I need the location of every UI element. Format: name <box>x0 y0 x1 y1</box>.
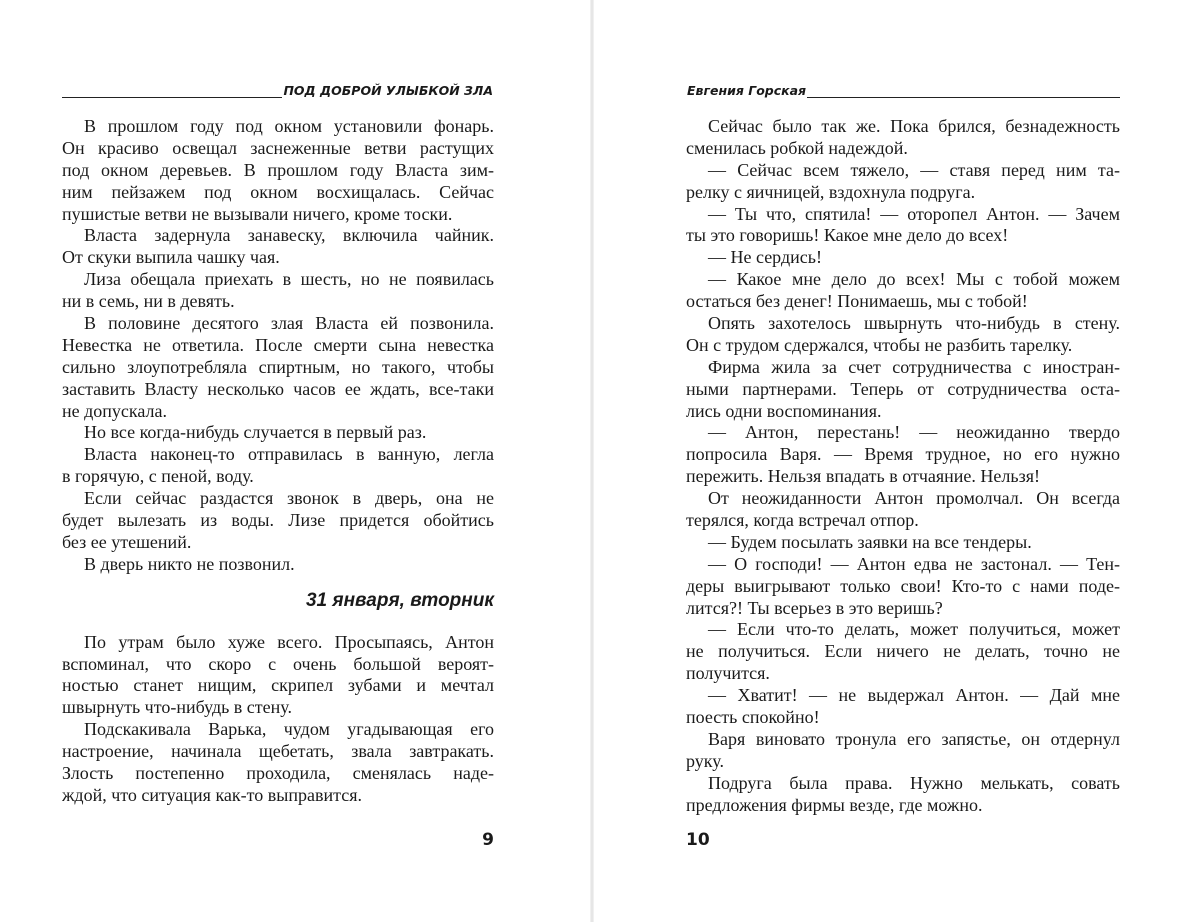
book-title: ПОД ДОБРОЙ УЛЫБКОЙ ЗЛА <box>283 83 493 98</box>
left-page <box>62 0 494 922</box>
right-page <box>686 0 1120 922</box>
text-line: руку. <box>686 750 724 771</box>
text-line: в горячую, с пеной, воду. <box>62 466 254 487</box>
paragraph <box>62 632 494 720</box>
text-line: швырнуть что-нибудь в стену. <box>62 697 292 718</box>
paragraph <box>686 554 1120 620</box>
text-line: — Сейчас всем тяжело, — ставя перед ним та- <box>708 159 1120 180</box>
paragraph <box>686 422 1120 488</box>
text-line: Опять захотелось швырнуть что-нибудь в стену. <box>708 313 1120 334</box>
text-line: деры выигрывают только свои! Кто-то с нами поде- <box>686 575 1120 596</box>
text-line: получится. <box>686 663 770 684</box>
paragraph <box>686 619 1120 685</box>
text-line: ностью станет нищим, скрипел зубами и мечтал <box>62 675 494 696</box>
paragraph <box>62 719 494 807</box>
running-head <box>62 80 494 98</box>
text-line: Варя виновато тронула его запястье, он отдернул <box>708 728 1120 749</box>
text-line: В прошлом году под окном установили фонарь. <box>84 116 494 136</box>
text-line: Власта наконец-то отправилась в ванную, легла <box>84 444 494 465</box>
text-line: релку с яичницей, вздохнула подруга. <box>686 181 976 202</box>
paragraph <box>62 488 494 554</box>
text-line: По утрам было хуже всего. Просыпаясь, Антон <box>84 631 494 652</box>
text-line: поесть спокойно! <box>686 707 820 728</box>
paragraph <box>686 313 1120 357</box>
author-name: Евгения Горская <box>687 83 807 98</box>
page-number: 10 <box>686 830 710 850</box>
book-gutter <box>590 0 594 922</box>
text-line: лись одни воспоминания. <box>686 400 882 421</box>
text-line: — О господи! — Антон едва не застонал. — Тен- <box>708 553 1120 574</box>
text-line: — Антон, перестань! — неожиданно твердо <box>708 422 1120 443</box>
paragraph <box>62 225 494 269</box>
text-line: Подскакивала Варька, чудом угадывающая его <box>84 719 494 740</box>
text-line: под окном деревьев. В прошлом году Власта зим- <box>62 159 494 180</box>
text-line: От скуки выпила чашку чая. <box>62 247 280 268</box>
paragraph <box>62 444 494 488</box>
paragraph <box>686 729 1120 773</box>
paragraph <box>686 116 1120 160</box>
paragraph <box>686 532 1120 554</box>
text-line: ждой, что ситуация как-то выправится. <box>62 784 362 805</box>
text-line: — Хватит! — не выдержал Антон. — Дай мне <box>708 685 1120 706</box>
paragraph <box>686 160 1120 204</box>
text-line: настроение, начинала щебетать, звала завтракать. <box>62 741 494 762</box>
text-line: — Ты что, спятила! — оторопел Антон. — Зачем <box>708 203 1120 224</box>
text-line: — Какое мне дело до всех! Мы с тобой можем <box>708 269 1120 290</box>
text-line: сильно злоупотребляла спиртным, но такого, чтобы <box>62 356 494 377</box>
text-line: Подруга была права. Нужно мелькать, совать <box>708 772 1120 793</box>
text-line: Он красиво освещал заснеженные ветви растущих <box>62 137 494 158</box>
paragraph <box>686 269 1120 313</box>
text-line: Лиза обещала приехать в шесть, но не появилась <box>84 269 494 290</box>
text-line: Невестка не ответила. После смерти сына невестка <box>62 334 494 355</box>
text-line: пушистые ветви не вызывали ничего, кроме тоски. <box>62 203 453 224</box>
text-line: сменилась робкой надеждой. <box>686 137 908 158</box>
running-head <box>686 80 1120 98</box>
paragraph <box>686 204 1120 248</box>
text-line: Сейчас было так же. Пока брился, безнадежность <box>708 116 1120 136</box>
text-line: Фирма жила за счет сотрудничества с иностран- <box>708 356 1120 377</box>
text-line: ни в семь, ни в девять. <box>62 291 235 312</box>
paragraph <box>62 116 494 225</box>
paragraph <box>686 247 1120 269</box>
paragraph <box>686 488 1120 532</box>
text-line: вспоминал, что скоро с очень большой вероят- <box>62 653 494 674</box>
text-line: Если сейчас раздастся звонок в дверь, она не <box>84 488 494 509</box>
text-line: В дверь никто не позвонил. <box>84 553 295 574</box>
text-line: остаться без денег! Понимаешь, мы с тобой! <box>686 291 1028 312</box>
text-line: заставить Власту несколько часов ее ждать, все-таки <box>62 378 494 399</box>
text-line: Злость постепенно проходила, сменялась наде- <box>62 763 494 784</box>
paragraph <box>686 357 1120 423</box>
text-line: — Если что-то делать, может получиться, может <box>708 619 1120 640</box>
text-line: пережить. Нельзя впадать в отчаяние. Нельзя! <box>686 466 1040 487</box>
text-line: лится?! Ты всерьез в это веришь? <box>686 597 943 618</box>
text-line: не получиться. Если ничего не делать, точно не <box>686 641 1120 662</box>
paragraph <box>62 269 494 313</box>
text-line: терялся, когда встречал отпор. <box>686 510 919 531</box>
text-line: Он с трудом сдержался, чтобы не разбить тарелку. <box>686 334 1073 355</box>
text-line: ним пейзажем под окном восхищалась. Сейчас <box>62 181 494 202</box>
text-line: — Будем посылать заявки на все тендеры. <box>708 531 1032 552</box>
text-line: предложения фирмы везде, где можно. <box>686 794 983 815</box>
text-line: Но все когда-нибудь случается в первый раз. <box>84 422 427 443</box>
header-rule <box>62 83 282 98</box>
chapter-heading: 31 января, вторник <box>305 589 494 611</box>
text-line: ными партнерами. Теперь от сотрудничества оста- <box>686 378 1120 399</box>
text-line: От неожиданности Антон промолчал. Он всегда <box>708 488 1120 509</box>
paragraph <box>62 422 494 444</box>
text-line: не допускала. <box>62 400 167 421</box>
page-text <box>686 116 1120 817</box>
text-line: попросила Варя. — Время трудное, но его нужно <box>686 444 1120 465</box>
paragraph <box>686 685 1120 729</box>
paragraph <box>62 554 494 576</box>
text-line: Власта задернула занавеску, включила чайник. <box>84 225 494 246</box>
text-line: будет вылезать из воды. Лизе придется обойтись <box>62 510 494 531</box>
page-text <box>62 116 494 807</box>
text-line: ты это говоришь! Какое мне дело до всех! <box>686 225 1009 246</box>
text-line: В половине десятого злая Власта ей позвонила. <box>84 313 494 334</box>
paragraph <box>686 773 1120 817</box>
header-rule <box>807 83 1120 98</box>
text-line: без ее утешений. <box>62 531 192 552</box>
page-number: 9 <box>482 830 494 850</box>
text-line: — Не сердись! <box>708 247 822 268</box>
paragraph <box>62 313 494 422</box>
